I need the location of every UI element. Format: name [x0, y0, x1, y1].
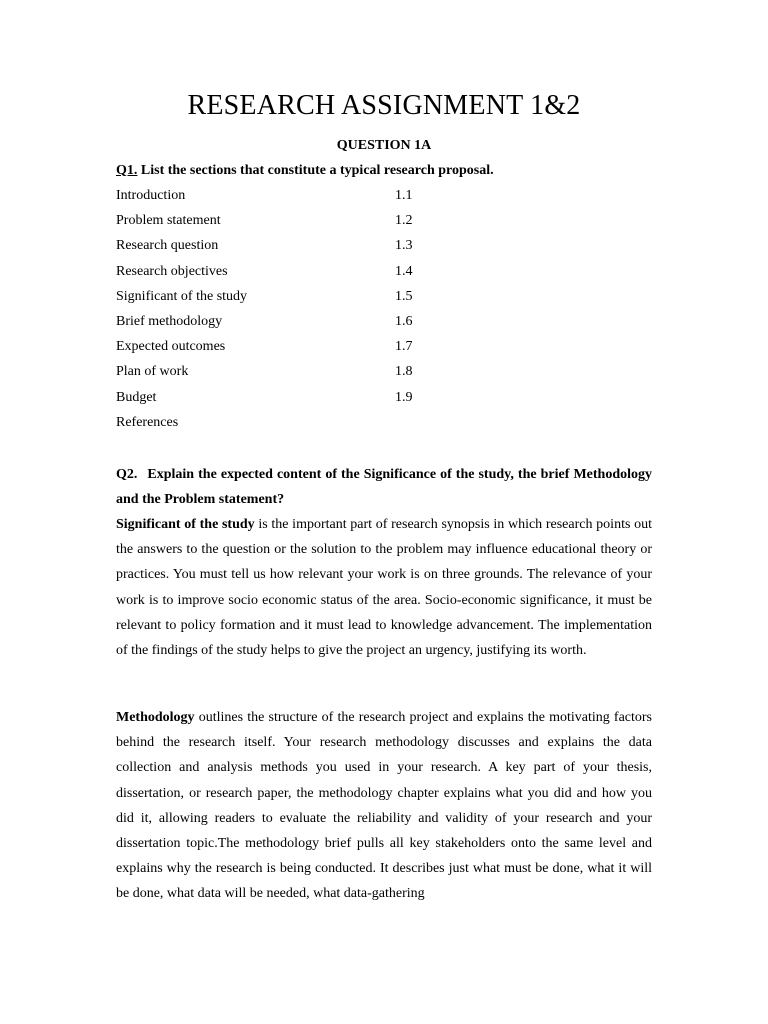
methodology-paragraph — [116, 705, 652, 907]
section-name: Plan of work — [116, 364, 189, 380]
list-item — [116, 388, 656, 413]
question-2-number: Q2. — [116, 467, 138, 482]
significance-paragraph — [116, 512, 652, 663]
significance-lead: Significant of the study — [116, 517, 255, 532]
list-item — [116, 211, 656, 236]
document-title: RESEARCH ASSIGNMENT 1&2 — [187, 90, 581, 121]
section-number: 1.9 — [395, 389, 413, 405]
list-item — [116, 262, 656, 287]
list-item — [116, 312, 656, 337]
list-item — [116, 337, 656, 362]
section-name: Budget — [116, 389, 157, 405]
section-name: Research question — [116, 238, 219, 254]
methodology-text: outlines the structure of the research project and explains the motivating factors behind the research itself. Your research methodology discusses and explains the data collection and analysis methods you used in your research. A key part of your thesis, dissertation, or research paper, the methodology chapter explains what you did and how you did it, allowing readers to evaluate the reliability and validity of your research and your dissertation topic.The methodology brief pulls all key stakeholders onto the same level and explains why the research is being conducted. It describes just what must be done, what it will be done, what data will be needed, what data-gathering — [116, 710, 652, 902]
section-name: Introduction — [116, 188, 186, 203]
section-number: 1.3 — [395, 238, 413, 254]
section-number: 1.1 — [395, 188, 413, 203]
section-number: 1.2 — [395, 213, 413, 229]
section-number: 1.6 — [395, 313, 413, 329]
significance-text: is the important part of research synopsis in which research points out the answers to the question or the solution to the problem may influence educational theory or practices. You must tell us how relevant your work is on three grounds. The relevance of your work is to improve socio economic status of the area. Socio-economic significance, it must be relevant to policy formation and it must lead to knowledge advancement. The implementation of the findings of the study helps to give the project an urgency, justifying its worth. — [116, 517, 652, 659]
section-name: Expected outcomes — [116, 339, 226, 355]
list-item — [116, 413, 656, 438]
section-number: 1.5 — [395, 288, 413, 304]
section-number: 1.8 — [395, 364, 413, 380]
question-2-text: Explain the expected content of the Significance of the study, the brief Methodology and the Problem statement? — [116, 467, 652, 508]
list-item — [116, 362, 656, 387]
list-item — [116, 287, 656, 312]
question-1 — [116, 161, 656, 181]
list-item — [116, 236, 656, 261]
section-number: 1.4 — [395, 263, 413, 279]
question-1-number: Q1. — [116, 163, 138, 178]
question-2 — [116, 462, 652, 512]
methodology-lead: Methodology — [116, 710, 195, 725]
list-item — [116, 186, 656, 211]
section-name: Significant of the study — [116, 288, 248, 304]
section-heading: QUESTION 1A — [336, 138, 432, 153]
section-name: References — [116, 414, 179, 430]
section-name: Problem statement — [116, 213, 221, 229]
question-1-text: List the sections that constitute a typical research proposal. — [137, 163, 494, 178]
proposal-sections-list — [116, 186, 656, 438]
section-number: 1.7 — [395, 339, 413, 355]
section-name: Brief methodology — [116, 313, 223, 329]
section-name: Research objectives — [116, 263, 228, 279]
